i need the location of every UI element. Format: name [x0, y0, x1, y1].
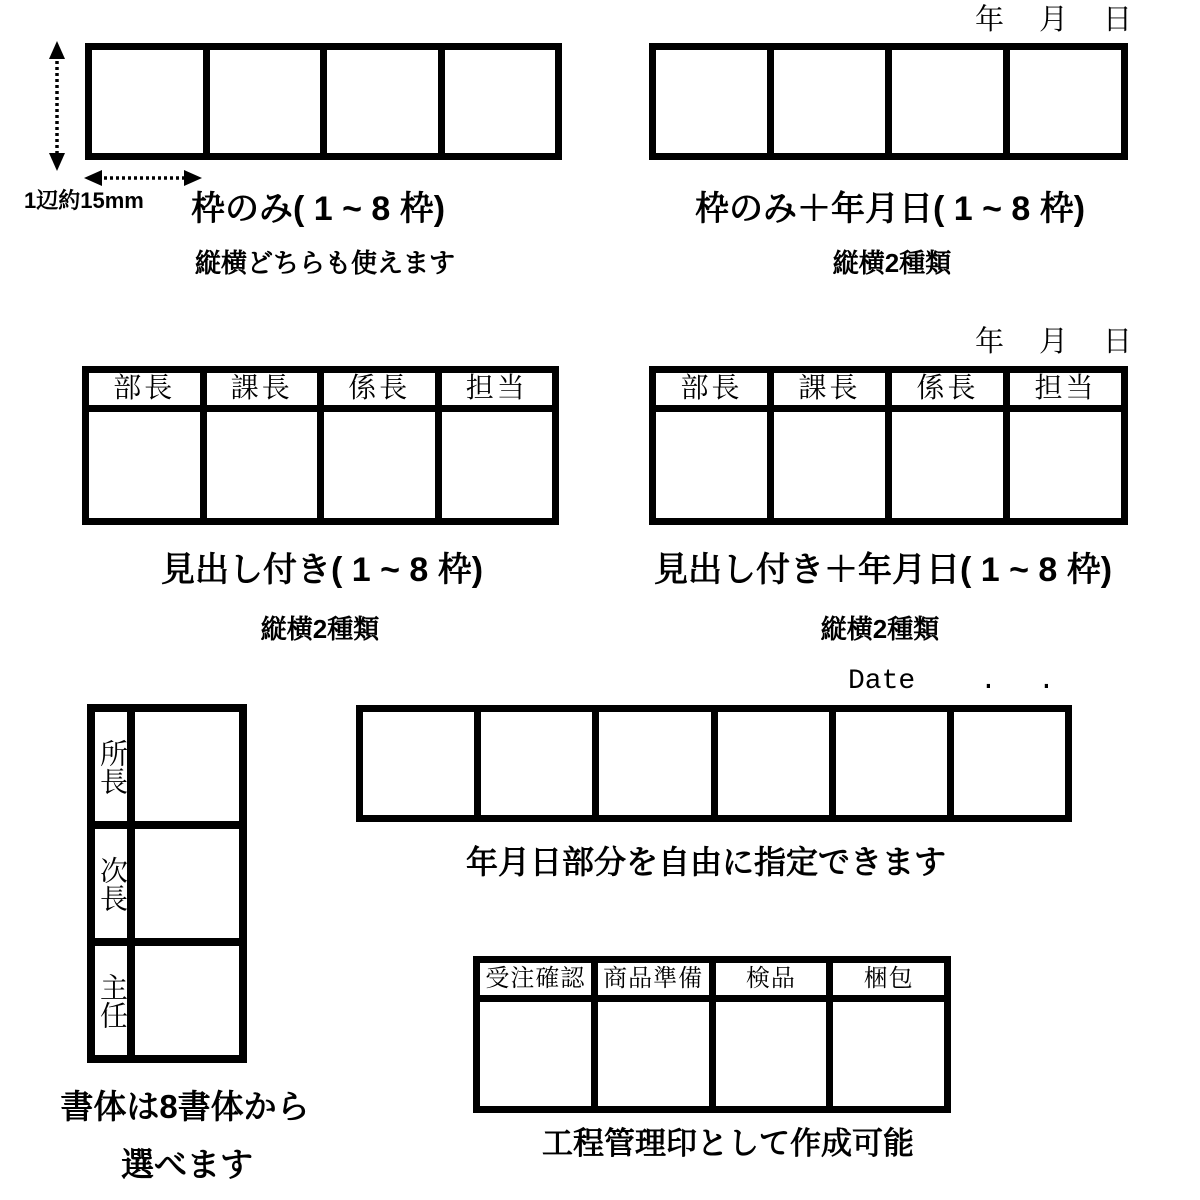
stamp-cell [1010, 50, 1121, 153]
column-header: 係長 [892, 373, 1003, 412]
column-header: 担当 [1010, 373, 1121, 412]
font-choice-caption-line2: 選べます [121, 1146, 253, 1183]
stamp-cell [774, 412, 885, 518]
frame-date-grid [649, 43, 1128, 160]
column-header: 商品準備 [598, 963, 709, 1002]
stamp-cell [656, 412, 767, 518]
month-label: 月 [1038, 4, 1068, 36]
stamp-cell [954, 712, 1065, 815]
grid-row [95, 712, 239, 829]
date-custom-grid [356, 705, 1072, 822]
stamp-cell [481, 712, 599, 815]
month-label: 月 [1038, 326, 1068, 358]
stamp-cell [210, 50, 328, 153]
stamp-cell [836, 712, 954, 815]
stamp-cell [445, 50, 556, 153]
date-dot: . [980, 666, 997, 697]
column-header: 課長 [774, 373, 885, 412]
date-dot: . [1038, 666, 1055, 697]
headed-subtitle: 縦横2種類 [260, 614, 380, 644]
frame-only-grid [85, 43, 562, 160]
grid-column [207, 373, 325, 518]
row-header: 所長 [95, 712, 135, 821]
cell-size-label: 1辺約15mm [24, 188, 144, 213]
frame-only-title: 枠のみ( 1 ~ 8 枠) [190, 190, 446, 228]
stamp-cell [135, 946, 239, 1055]
headed-date-subtitle: 縦横2種類 [820, 614, 940, 644]
column-header: 梱包 [833, 963, 944, 1002]
grid-column [89, 373, 207, 518]
year-label: 年 [975, 326, 1005, 358]
stamp-cell [833, 1002, 944, 1106]
vertical-headed-grid [87, 704, 247, 1063]
column-header: 検品 [716, 963, 827, 1002]
grid-row [95, 946, 239, 1055]
stamp-cell [718, 712, 836, 815]
stamp-cell [207, 412, 318, 518]
year-label: 年 [975, 4, 1005, 36]
grid-row [95, 829, 239, 946]
stamp-cell [892, 412, 1003, 518]
grid-column [656, 373, 774, 518]
year-month-day-header [975, 6, 1132, 35]
grid-column [774, 373, 892, 518]
date-custom-caption: 年月日部分を自由に指定できます [465, 844, 947, 880]
stamp-cell [92, 50, 210, 153]
day-label: 日 [1102, 326, 1132, 358]
width-dimension-arrow-icon [84, 166, 202, 190]
date-label: Date [848, 666, 916, 697]
day-label: 日 [1102, 4, 1132, 36]
process-caption: 工程管理印として作成可能 [542, 1126, 914, 1161]
height-dimension-arrow-icon [45, 41, 69, 171]
stamp-cell [89, 412, 200, 518]
column-header: 課長 [207, 373, 318, 412]
stamp-cell [1010, 412, 1121, 518]
column-header: 部長 [656, 373, 767, 412]
headed-title: 見出し付き( 1 ~ 8 枠) [160, 551, 484, 589]
grid-column [324, 373, 442, 518]
frame-only-subtitle: 縦横どちらも使えます [194, 248, 456, 278]
headed-date-grid [649, 366, 1128, 525]
stamp-cell [599, 712, 717, 815]
stamp-cell [135, 829, 239, 938]
grid-column [442, 373, 553, 518]
column-header: 担当 [442, 373, 553, 412]
stamp-cell [480, 1002, 591, 1106]
stamp-cell [656, 50, 774, 153]
grid-column [480, 963, 598, 1106]
grid-column [598, 963, 716, 1106]
stamp-cell [774, 50, 892, 153]
frame-date-subtitle: 縦横2種類 [832, 248, 952, 278]
stamp-cell [135, 712, 239, 821]
grid-column [892, 373, 1010, 518]
grid-column [716, 963, 834, 1106]
row-header: 次長 [95, 829, 135, 938]
stamp-cell [892, 50, 1010, 153]
stamp-cell [442, 412, 553, 518]
column-header: 受注確認 [480, 963, 591, 1002]
stamp-cell [716, 1002, 827, 1106]
stamp-cell [363, 712, 481, 815]
row-header: 主任 [95, 946, 135, 1055]
stamp-cell [324, 412, 435, 518]
stamp-cell [598, 1002, 709, 1106]
headed-grid [82, 366, 559, 525]
headed-date-title: 見出し付き＋年月日( 1 ~ 8 枠) [653, 551, 1113, 589]
column-header: 係長 [324, 373, 435, 412]
grid-column [1010, 373, 1121, 518]
year-month-day-header [975, 328, 1132, 357]
frame-date-title: 枠のみ＋年月日( 1 ~ 8 枠) [694, 190, 1086, 228]
process-grid [473, 956, 951, 1113]
stamp-cell [327, 50, 445, 153]
column-header: 部長 [89, 373, 200, 412]
font-choice-caption-line1: 書体は8書体から [60, 1088, 310, 1125]
grid-column [833, 963, 944, 1106]
